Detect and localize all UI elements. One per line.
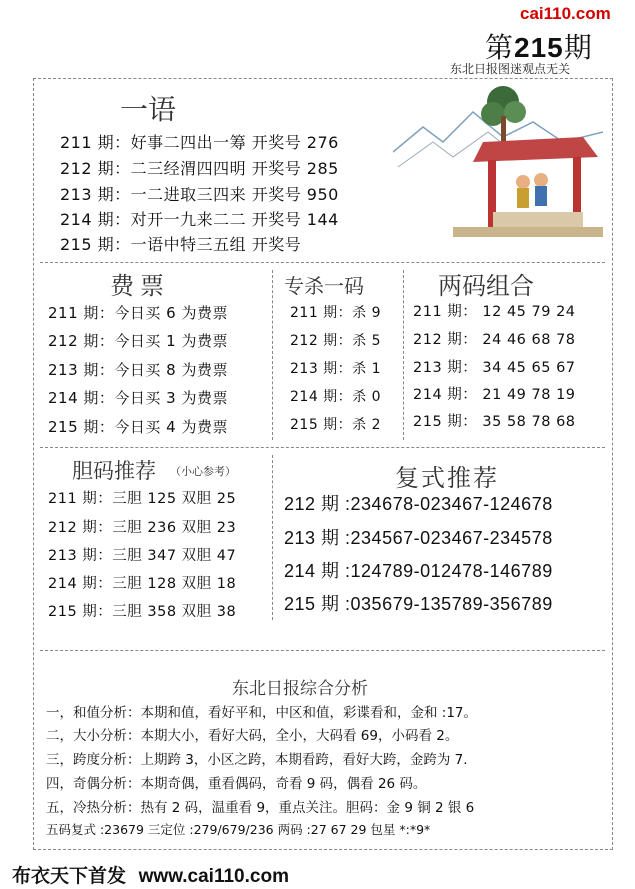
feipiao-row: 215 期：今日买 4 为费票	[48, 418, 228, 436]
zhuansha-row: 215 期：杀 2	[290, 417, 382, 433]
divider	[40, 447, 605, 448]
fushi-row: 214 期 :124789-012478-146789	[284, 561, 553, 581]
site-logo-text[interactable]: cai110.com	[520, 4, 611, 23]
divider	[272, 455, 273, 620]
danma-row: 211 期：三胆 125 双胆 25	[48, 491, 237, 507]
subtitle: 东北日报图迷观点无关	[450, 62, 571, 76]
issue-suffix: 期	[563, 31, 593, 64]
danma-note: （小心参考）	[170, 465, 236, 478]
danma-row: 212 期：三胆 236 双胆 23	[48, 520, 237, 536]
analysis-title: 东北日报综合分析	[232, 679, 368, 699]
divider	[40, 262, 605, 263]
yiyu-row: 214 期：对开一九来二二 开奖号 144	[60, 210, 339, 229]
danma-title: 胆码推荐	[72, 459, 156, 483]
analysis-row: 五码复式 :23679 三定位 :279/679/236 两码 :27 67 29 包星 *:*9*	[46, 822, 431, 837]
analysis-row: 二，大小分析：本期大小，看好大码，全小，大码看 69，小码看 2。	[46, 728, 459, 744]
danma-row: 214 期：三胆 128 双胆 18	[48, 576, 237, 592]
issue-prefix: 第	[485, 31, 515, 64]
analysis-row: 一，和值分析：本期和值，看好平和，中区和值，彩谍看和，金和 :17。	[46, 705, 478, 721]
divider	[40, 650, 605, 651]
liangma-row: 211 期： 12 45 79 24	[413, 304, 576, 320]
liangma-row: 213 期： 34 45 65 67	[413, 360, 576, 376]
fushi-title: 复式推荐	[395, 464, 499, 492]
liangma-row: 212 期： 24 46 68 78	[413, 332, 576, 348]
footer	[12, 861, 289, 888]
analysis-row: 三，跨度分析：上期跨 3，小区之跨，本期看跨，看好大跨，金跨为 7.	[46, 752, 468, 768]
zhuansha-row: 213 期：杀 1	[290, 361, 382, 377]
yiyu-row: 212 期：二三经渭四四明 开奖号 285	[60, 159, 339, 178]
feipiao-row: 214 期：今日买 3 为费票	[48, 389, 228, 407]
divider	[272, 270, 273, 440]
yiyu-title: 一语	[120, 93, 177, 126]
fushi-row: 212 期 :234678-023467-124678	[284, 494, 553, 514]
feipiao-title: 费票	[110, 272, 170, 300]
yiyu-row: 215 期：一语中特三五组 开奖号	[60, 235, 302, 254]
yiyu-row: 213 期：一二进取三四来 开奖号 950	[60, 185, 339, 204]
fushi-row: 213 期 :234567-023467-234578	[284, 528, 553, 548]
feipiao-row: 213 期：今日买 8 为费票	[48, 361, 228, 379]
feipiao-row: 211 期：今日买 6 为费票	[48, 304, 228, 322]
divider	[403, 270, 404, 440]
danma-row: 213 期：三胆 347 双胆 47	[48, 548, 237, 564]
footer-slogan: 布衣天下首发	[12, 866, 127, 887]
zhuansha-row: 211 期：杀 9	[290, 305, 382, 321]
feipiao-row: 212 期：今日买 1 为费票	[48, 332, 228, 350]
liangma-title: 两码组合	[438, 272, 534, 300]
zhuansha-row: 212 期：杀 5	[290, 333, 382, 349]
analysis-row: 五，冷热分析：热有 2 码，温重看 9，重点关注。胆码：金 9 铜 2 银 6	[46, 800, 475, 816]
liangma-row: 215 期： 35 58 78 68	[413, 414, 576, 430]
fushi-row: 215 期 :035679-135789-356789	[284, 594, 553, 614]
zhuansha-title: 专杀一码	[284, 274, 364, 298]
footer-url[interactable]: www.cai110.com	[138, 866, 289, 887]
pavilion-illustration	[393, 82, 603, 252]
liangma-row: 214 期： 21 49 78 19	[413, 387, 576, 403]
zhuansha-row: 214 期：杀 0	[290, 389, 382, 405]
analysis-row: 四，奇偶分析：本期奇偶，重看偶码，奇看 9 码，偶看 26 码。	[46, 776, 427, 792]
danma-row: 215 期：三胆 358 双胆 38	[48, 604, 237, 620]
yiyu-row: 211 期：好事二四出一筹 开奖号 276	[60, 133, 339, 152]
issue-num: 215	[514, 32, 564, 63]
